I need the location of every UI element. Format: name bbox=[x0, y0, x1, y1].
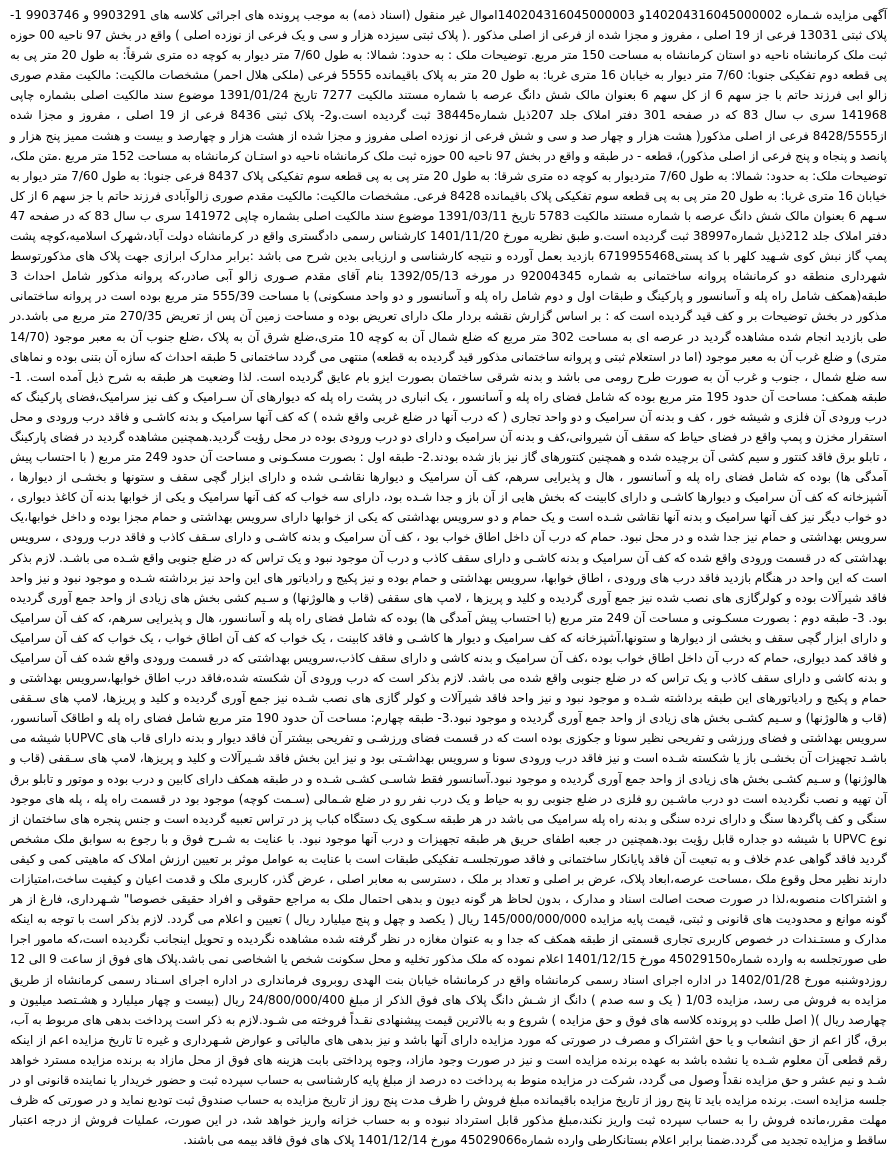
auction-notice-text: آگهی مزایده شـماره 140204316045000002و 140204316045000003اموال غیر منقول (اسناد ذمه) به موجب پرونده های اجرائی کلاسه های 9903291 و 9903746 1- پلاک ثبتی 13031 فرعی از 19 اصلی ، مفروز و مجزا شده از فرعی از اصلی مذکور .( پلاک ثبتی سیزده هزار و سی و یک فرعی از نوزده اصلی ) واقع در بخش 97 ناحیه 00 حوزه ثبت ملک کرمانشاه ناحیه دو استان کرمانشاه به مساحت 150 متر مربع. توضیحات ملک : به حدود: شمالا: به طول 7/60 متر دیوار به کوچه ده متری شرقاً: به طول 20 متر پی به پی قطعه دوم تفکیکی جنوبا: 7/60 متر دیوار به خیابان 16 متری غربا: به طول 20 متر به پلاک باقیمانده 5555 فرعی (ملکی هلال احمر) مشخصات مالکیت: مالکیت مقدم صوری زالو ابی فرزند حاتم با جز سهم 6 از کل سهم 6 بعنوان مالک شش دانگ عرصه با شماره مستند مالکیت 7277 تاریخ 1391/01/24 موضوع سند مالکیت اصلی بشماره چاپی 141968 سری ب سال 83 که در صفحه 301 دفتر املاک جلد 207ذیل شماره38445 ثبت گردیده است.و2- پلاک ثبتی 8436 فرعی از 19 اصلی ، مفروز و مجزا شده از8428/5555 فرعی از اصلی مذکور( هشت هزار و چهار صد و سی و شش فرعی از نوزده اصلی مفروز و مجزا شده از هشت هزار و چهارصد و بیست و هشت ممیز پنج هزار و پانصد و پنجاه و پنج فرعی از اصلی مذکور)، قطعه - در طبقه و واقع در بخش 97 ناحیه 00 حوزه ثبت ملک کرمانشاه ناحیه دو استـان کرمانشاه به مساحت 152 متر مربع .متن ملک، توضیحات ملک: به حدود: شمالا: به طول 7/60 متردیوار به کوچه ده متری شرقا: به طول 20 متر پی به پی قطعه سوم تفکیکی پلاک 8437 فرعی جنوبا: به طول 7/60 متر دیوار به خیابان 16 متری غربا: به طول 20 متر پی به پی قطعه سوم تفکیکی پلاک باقیمانده 8428 فرعی. مشخصات مالکیت: مالکیت مقدم صوری زالوآبادی فرزند حاتم با جز سهم 6 از کل سـهم 6 بعنوان مالک شش دانگ عرصه با شماره مستند مالکیت 5783 تاریخ 1391/03/11 موضوع سند مالکیت اصلی بشماره چاپی 141972 سری ب سال 83 که در صفحه 47 دفتر املاک جلد 212ذیل شماره38997 ثبت گردیده است.و طبق نظریه مورخ 1401/11/20 کارشناس رسمی دادگستری واقع در کرمانشاه دولت آباد،شهرک اسلامیه،کوچه پشت پمپ گاز نبش کوی شـهید کلهر با کد پستی6719955468 بازدید بعمل آورده و نتیجه کارشناسی و ارزیابی بدین شرح می باشد :برابر مدارک ابرازی جهت پلاک های مذکورتوسط شهرداری منطقه دو کرمانشاه پروانه ساختمانی به شماره 92004345 در مورخه 1392/05/13 بنام آقای مقدم صـوری زالو آبی صادر،که پروانه مذکور شامل احداث 3 طبقه(همکف شامل راه پله و آسانسور و پارکینگ و طبقات اول و دوم شامل راه پله و آسانسور و دو واحد مسکونی) با مساحت 555/39 متر مربع بوده است در پروانه ساختمانی مذکور در بخش توضیحات بر و کف قید گردیده است که : بر اساس گزارش نقشه بردار ملک دارای تعریض بوده و مساحت زمین آن پس از تعریض 270/35 متر مربع می باشد.در طی بازدید انجام شده مشاهده گردید در عرصه ای به مساحت 302 متر مربع که ضلع شمال آن به کوچه 10 متری،ضلع شرق آن به پلاک ،ضلع جنوب آن به معبر موجود (14/70 متری) و ضلع غرب آن به معبر موجود (اما در استعلام ثبتی و پروانه ساختمانی مذکور قید گردیده به قطعه) منتهی می گردد ساختمانی 5 طبقه احداث که سازه آن بتنی بوده و نماهای سه ضلع شمال ، جنوب و غرب آن به صورت طرح رومی می باشد و بدنه شرقی ساختمان بصورت ایزو بام عایق گردیده است. لذا وضعیت هر طبقه به شرح ذیل آمده است. 1- طبقه همکف: مساحت آن حدود 195 متر مربع بوده که شامل فضای راه پله و آسانسور ، یک انباری در پشت راه پله که دیوارهای آن سـرامیک و کف نیز سرامیک،فضای پارکینگ که درب ورودی آن فلزی و شیشه خور ، کف و بدنه آن سرامیک و دو واحد تجاری ( که درب آنها در ضلع غربی واقع شده ) که کف آنها سرامیک و بدنه کاشـی و فاقد درب ورودی و محل استقرار مخزن و پمپ واقع در فضای حیاط که سقف آن شیروانی،کف و بدنه آن سرامیک و دارای دو درب ورودی بوده در محل رؤیت گردید.همچنین مشاهده گردید در فضای پارکینگ ، تابلو برق فاقد کنتور و سیم کشی آن برچیده شده و همچنین کنتورهای گاز نیز باز شده بودند.2- طبقه اول : بصورت مسکـونی و مساحت آن حدود 249 متر مربع ( با احتساب پیش آمدگی ها) بوده که شامل فضای راه پله و آسانسور ، هال و پذیرایی سرهم، کف آن سرامیک و دیوارها نقاشـی شده و دارای ابزار گچی سقف و ستونها و بخشـی از دیوارها ، آشپزخانه که کف آن سرامیک و دیوارها کاشـی و دارای کابینت که بخش هایی از آن باز و جدا شـده بود، دارای سه خواب که کف آنها سرامیک و یکی از خوابها بدنه آن کاغذ دیواری ، دو خواب دیگر نیز کف آنها سرامیک و بدنه آنها نقاشی شـده است و یک حمام و دو سرویس بهداشتی که یکی از خوابها دارای سرویس بهداشتی و حمام مجزا بوده و داخل خوابها،یک سرویس بهداشتی و حمام نیز جدا شده و در محل نبود. حمام که درب آن داخل اطاق خواب بود ، کف آن سرامیک و بدنه کاشـی و دارای سـقف کاذب و فاقد درب ورودی ، سرویس بهداشتی که در قسمت ورودی واقع شده که کف آن سرامیک و بدنه کاشـی و دارای سقف کاذب و درب آن موجود نبود و یک تراس که در ضلع جنوبی واقع شـده می باشـد. لازم بذکر است که این واحد در هنگام بازدید فاقد درب های ورودی ، اطاق خوابها، سرویس بهداشتی و حمام بوده و نیز پکیج و رادیاتور های این واحد نیز برداشته شـده و موجود نبود و نیز واحد فاقد شیرآلات بوده و کولرگازی های نصب شده نیز جمع آوری گردیده و کلید و پریزها ، لامپ های سقفی (قاب و هالوژنها) و سـیم کشی بخش های زیادی از واحد جمع آوری گردیده بود. 3- طبقه دوم : بصورت مسکـونی و مساحت آن 249 متر مربع (با احتساب پیش آمدگی ها) بوده که شامل فضای راه پله و آسانسور، هال و پذیرایی سرهم، که کف آن سرامیک و دارای ابزار گچی سقف و بخشی از دیوارها و ستونها،آشپزخانه که کف سرامیک و دیوار ها کاشـی و فاقد کابینت ، یک خواب که کف آن اطاق خواب ، یک خواب که کف آن سرامیک و فاقد کمد دیواری، حمام که درب آن داخل اطاق خواب بوده ،کف آن سرامیک و بدنه کاشی و دارای سقف کاذب،سرویس بهداشتی که در قسمت ورودی واقع شده کف آن سرامیک و بدنه کاشی و دارای سقف کاذب و یک تراس که در ضلع جنوبی واقع شده می باشد. لازم بذکر است که درب ورودی آن شکسته شده،فاقد درب اطاق خوابها،سرویس بهداشتی و حمام و پکیج و رادیاتورهای این طبقه برداشته شـده و موجود نبود و نیز واحد فاقد شیرآلات و کولر گازی های نصب شـده نیز جمع آوری گردیده و کلید و پریزها، لامپ های سـقفی (قاب و هالوژنها) و سـیم کشـی بخش های زیادی از واحد جمع آوری گردیده و موجود نبود.3- طبقه چهارم: مساحت آن حدود 190 متر مربع شامل فضای راه پله و اطاقک آسانسور، سرویس بهداشتی و فضای ورزشی و تفریحی نظیر سونا و جکوزی بوده است که در قسمت فضای ورزشـی و تفریحی بیشتر آن فاقد دیوار و بدنه دارای قاب های UPVCبا شیشه می باشـد تجهیزات آن بخشـی باز یا شکسته شـده است و نیز فاقد درب ورودی سونا و سرویس بهداشـتی بود و نیز این بخش فاقد شـیرآلات و کلید و پریزها، لامپ های سـقفی (قاب و هالوژنها) و سـیم کشـی بخش های زیادی از واحد جمع آوری گردیده و موجود نبود.آسانسور فقط شاسـی کشـی شـده و در طبقه همکف دارای کابین و درب بوده و موتور و تابلو برق آن تهیه و نصب نگردیده است دو درب ماشـین رو فلزی در ضلع جنوبی رو به حیاط و یک درب نفر رو در ضلع شـمالی (سـمت کوچه) موجود بود در قسمت راه پله ، پله های موجود سنگی و کف پاگردها سنگ و دارای نرده سنگی و بدنه راه پله سرامیک می باشد در هر طبقه سـکوی یک دستگاه کباب پز در تراس تعبیه گردیده است و جنس پنجره های ساختمان از نوع UPVC با شیشه دو جداره قابل رؤیت بود.همچنین در جعبه اطفای حریق هر طبقه تجهیزات و درب آنها موجود نبود. با عنایت به شـرح فوق و با رجوع به سوابق ملک مشخص گردید فاقد گواهی عدم خلاف و به تبعیت آن فاقد پایانکار ساختمانی و فاقد صورتجلسـه تفکیکی طبقات است با عنایت به عوامل موثر بر تعیین ارزش املاک که ماهیتی کمی و کیفی دارند نظیر محل وقوع ملک ،مساحت عرصه،ابعاد پلاک، عرض بر اصلی و تعداد بر ملک ، دسترسی به معابر اصلی ، عرض گذر، کاربری ملک و قدمت اعیان و کیفیت ساخت،امتیازات و اشتراکات منصوبه،لذا در صورت صحت اصالت اسناد و مدارک ، بدون لحاظ هر گونه دیون و بدهی احتمال ملک به مراجع حقوقی و افراد حقیقی خصوصا" شـهرداری، فارغ از هر گونه موانع و محدودیت های قانونی و ثبتی، قیمت پایه مزایده 145/000/000/000 ریال ( یکصد و چهل و پنج میلیارد ریال ) تعیین و اعلام می گردد. لازم بذکر است با توجه به اینکه مدارک و مستـندات در خصوص کاربری تجاری قسمتی از طبقه همکف که جدا و به عنوان مغازه در نظر گرفته شده مشاهده نگردیده و تحویل اینجانب نگردیده است،که مامور اجرا طی صورتجلسه به وارده شماره45029150 مورخ 1401/12/15 اعلام نموده که ملک مذکور تخلیه و محل سکونت شخص یا اشخاصی نمی باشد.پلاک های فوق از ساعت 9 الی 12 روزدوشنبه مورخ 1402/01/28 در اداره اجرای اسناد رسمی کرمانشاه واقع در کرمانشاه خیابان بنت الهدی روبروی فرمانداری در اداره اجرای اسـناد رسمی کرمانشاه از طریق مزایده به فروش می رسد، مزایده 1/03 ( یک و سه صدم ) دانگ از شـش دانگ پلاک های فوق الذکر از مبلغ 24/800/000/400 ریال (بیست و چهار میلیارد و هشـتصد میلیون و چهارصد ریال )( اصل طلب دو پرونده کلاسه های فوق و حق مزایده ) شروع و به بالاترین قیمت پیشنهادی نقـداً فروخته می شـود.لازم به ذکر است پرداخت بدهی های مربوط به آب، برق، گاز اعم از حق انشعاب و یا حق اشتراک و مصرف در صورتی که مورد مزایده دارای آنها باشد و نیز بدهی های مالیاتی و عوارض شـهرداری و غیره تا تاریخ مزایده اعم از اینکه رقم قطعی آن معلوم شـده یا نشده باشد به عهده برنده مزایده است و نیز در صورت وجود مازاد، وجوه پرداختی بابت هزینه های فوق از محل مازاد به برنده مزایده مسترد خواهد شـد و نیم عشر و حق مزایده نقداً وصول می گردد، شرکت در مزایده منوط به پرداخت ده درصد از مبلغ پایه کارشناسی به حساب سپرده ثبت و حضور خریدار یا نماینده قانونی او در جلسه مزایده است. برنده مزایده باید تا پنج روز از تاریخ مزایده باقیمانده مبلغ فروش را ظرف مدت پنج روز از تاریخ مزایده به حساب صندوق ثبت تودیع نماید و در صورتی که ظرف مهلت مقرر،مانده فروش را به حساب سپرده ثبت واریز نکند،مبلغ مذکور قابل استرداد نبوده و به حساب خزانه واریز خواهد شد، در این صورت، عملیات فروش از درجه اعتبار ساقط و مزایده تجدید می گردد.ضمنا برابر اعلام بستانکارطی وارده شماره45029066 مورخ 1401/12/14 پلاک های فوق فاقد بیمه می باشند. bbox=[10, 8, 888, 1148]
